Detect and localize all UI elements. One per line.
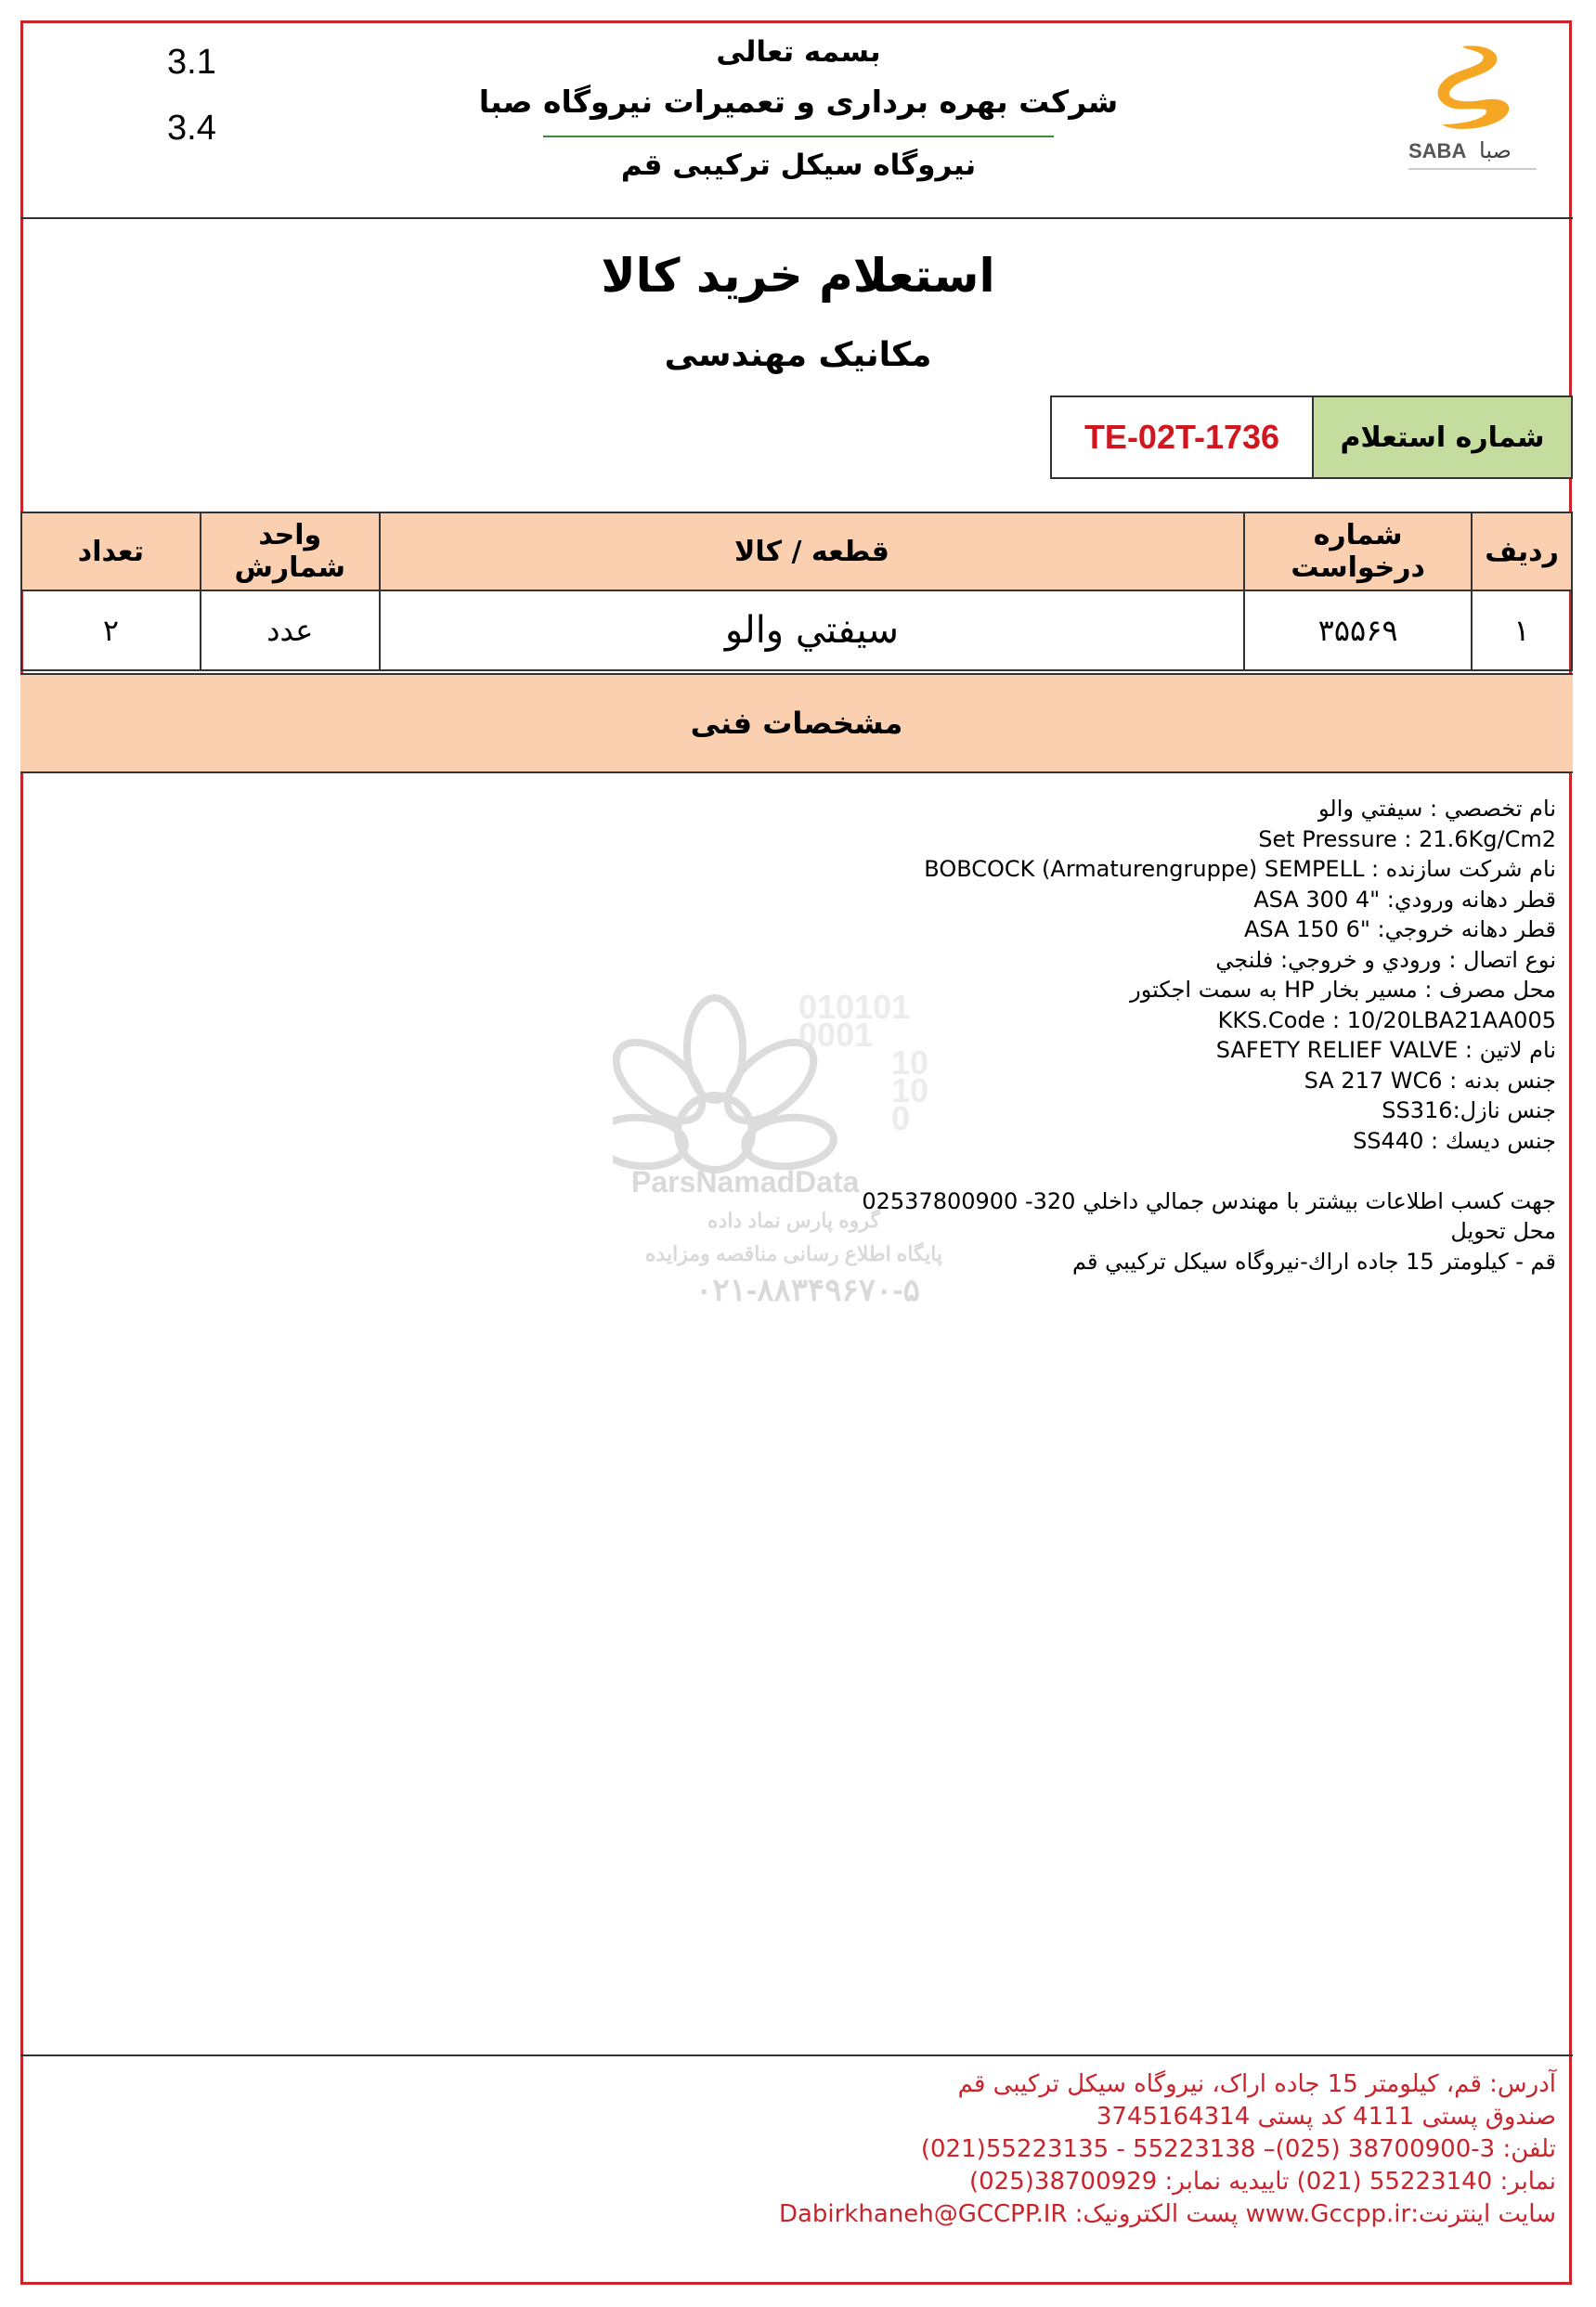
inquiry-number-box [1050,395,1573,479]
watermark-phone: ۰۲۱-۸۸۳۴۹۶۷۰-۵ [695,1273,920,1308]
document-title: استعلام خرید کالا [601,249,995,303]
cell-row-number: ۱ [1472,590,1572,670]
watermark-line-1: گروه پارس نماد داده [707,1209,880,1232]
plant-name: نیروگاه سیکل ترکیبی قم [620,149,977,182]
spec-line: جهت كسب اطلاعات بيشتر با مهندس جمالي داخلي 320- 02537800900 [862,1187,1556,1214]
footer-phone: تلفن: 3-38700900 (025)– 55223138 - 55223135(021) [920,2135,1556,2163]
spec-line: جنس بدنه : SA 217 WC6 [1304,1067,1556,1094]
technical-specifications [349,794,1556,1277]
header-rule [543,136,1054,137]
table-header-row [21,512,1572,590]
cell-item: سیفتي والو [380,590,1245,670]
spec-spacer [349,1156,1556,1186]
version-line-1: 3.1 [167,43,216,82]
company-name: شرکت بهره برداری و تعمیرات نیروگاه صبا [478,84,1119,120]
svg-text:SABA: SABA [1408,139,1467,162]
inquiry-number-label: شماره استعلام [1312,397,1571,477]
basmala: بسمه تعالی [716,35,881,69]
table-row [21,590,1572,670]
spec-line: قطر دهانه ورودي: "4 ASA 300 [1253,886,1556,913]
spec-line: جنس نازل:SS316 [1382,1097,1556,1123]
col-header-request-number: شماره درخواست [1244,512,1472,590]
footer-address: آدرس: قم، کیلومتر 15 جاده اراک، نیروگاه سیکل ترکیبی قم [957,2070,1556,2098]
spec-line: قطر دهانه خروجي: "6 ASA 150 [1244,916,1556,942]
spec-line: نام تخصصي : سيفتي والو [1318,796,1556,822]
footer-divider [20,2054,1573,2056]
specs-title: مشخصات فنی [20,673,1573,773]
spec-line: محل مصرف : مسير بخار HP به سمت اجكتور [1130,977,1556,1003]
spec-line: نام لاتين : SAFETY RELIEF VALVE [1215,1037,1556,1063]
col-header-item: قطعه / کالا [380,512,1245,590]
inquiry-number-value: TE-02T-1736 [1083,418,1280,456]
saba-logo [1397,39,1546,178]
cell-quantity: ۲ [21,590,201,670]
document-subtitle: مکانیک مهندسی [664,336,932,374]
cell-request-number: ۳۵۵۶۹ [1244,590,1472,670]
footer-postal: صندوق پستی 4111 کد پستی 3745164314 [1096,2103,1556,2131]
spec-line: Set Pressure : 21.6Kg/Cm2 [1258,825,1556,852]
cell-unit: عدد [201,590,380,670]
watermark-brand: ParsNamadData [631,1165,860,1199]
version-line-2: 3.4 [167,109,216,148]
watermark-binary: 010101 0001 10 10 0 [798,988,929,1137]
spec-line: نام شركت سازنده : BOBCOCK (Armaturengruppe) SEMPELL [924,856,1556,882]
col-header-row-number: ردیف [1472,512,1572,590]
footer-web-email: سایت اینترنت:www.Gccpp.ir پست الکترونیک: Dabirkhaneh@GCCPP.IR [778,2200,1556,2228]
spec-line: نوع اتصال : ورودي و خروجي: فلنجي [1215,946,1556,973]
header-divider [20,217,1573,219]
footer-contact [163,2068,1556,2231]
saba-logo-icon [1397,39,1546,178]
spec-line: قم - كيلومتر 15 جاده اراك-نيروگاه سيكل تركيبي قم [1072,1248,1556,1275]
footer-fax: نمابر: 55223140 (021) تاییدیه نمابر: 38700929(025) [968,2168,1556,2196]
spec-line: KKS.Code : 10/20LBA21AA005 [1217,1006,1556,1033]
spec-line: جنس ديسك : SS440 [1353,1127,1556,1154]
svg-text:صبا: صبا [1479,137,1512,163]
watermark-line-2: پایگاه اطلاع رسانی مناقصه ومزایده [644,1242,943,1265]
spec-line: محل تحويل [1450,1218,1556,1244]
col-header-quantity: تعداد [21,512,201,590]
col-header-unit: واحد شمارش [201,512,380,590]
items-table [20,512,1573,671]
